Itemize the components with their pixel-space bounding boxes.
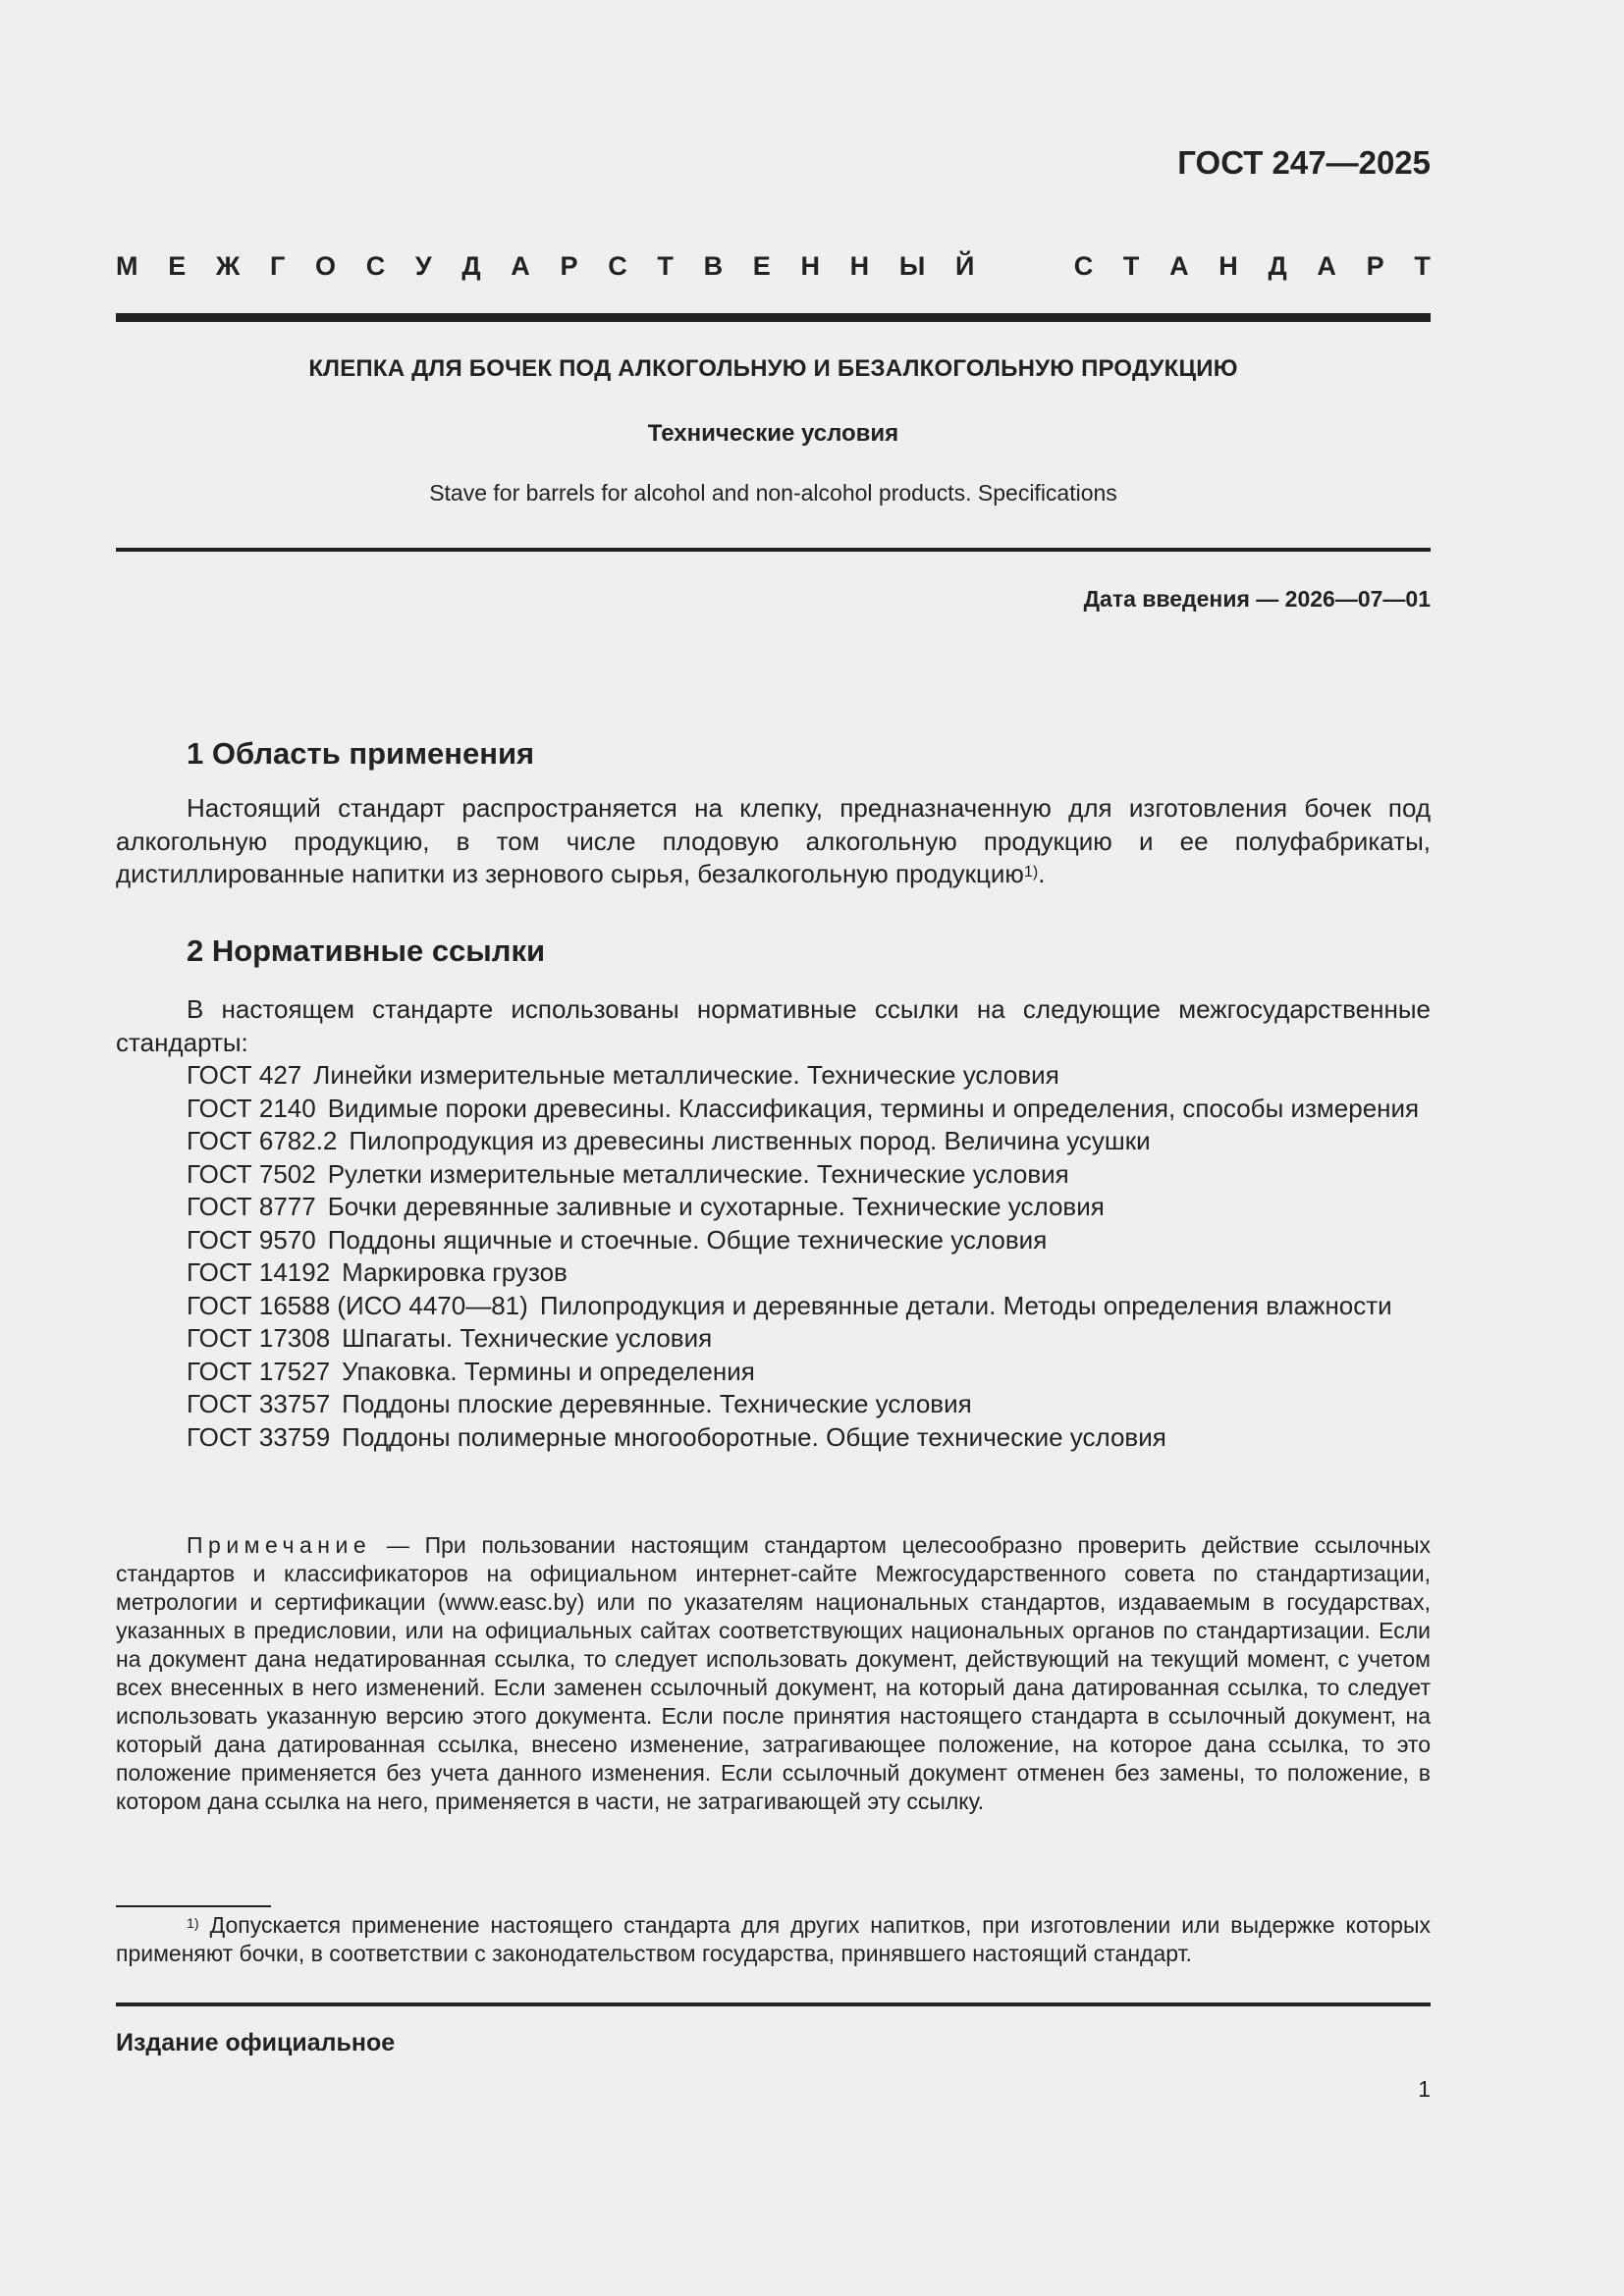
reference-code: ГОСТ 2140	[187, 1093, 316, 1123]
banner-letter: Ж	[215, 251, 241, 281]
banner-letter: Г	[269, 251, 286, 281]
reference-title: Поддоны полимерные многооборотные. Общие технические условия	[342, 1421, 1166, 1452]
references-list	[116, 1059, 1431, 1454]
reference-item	[116, 1224, 1431, 1257]
banner-letter: Н	[849, 251, 870, 281]
reference-item	[116, 1322, 1431, 1356]
banner-letter: Е	[752, 251, 771, 281]
banner-letter: М	[116, 251, 138, 281]
reference-title: Бочки деревянные заливные и сухотарные. Технические условия	[327, 1192, 1105, 1221]
reference-code: ГОСТ 427	[187, 1060, 302, 1090]
footnote-separator	[116, 1905, 271, 1907]
reference-title: Поддоны ящичные и стоечные. Общие технические условия	[327, 1224, 1048, 1255]
banner-letter: Н	[1218, 251, 1238, 281]
banner-letter: Т	[657, 251, 674, 281]
reference-code: ГОСТ 8777	[187, 1192, 316, 1221]
page-number: 1	[1418, 2076, 1431, 2102]
banner-letter: А	[1317, 251, 1336, 281]
footnote-text: Допускается применение настоящего стандарта для других напитков, при изготовлении или выдержке которых применяют бочки, в соответствии с законодательством государства, принявшего настоящий стандарт.	[116, 1912, 1431, 1966]
reference-item	[116, 1256, 1431, 1290]
reference-code: ГОСТ 9570	[187, 1224, 316, 1255]
banner-letter: С	[608, 251, 627, 281]
banner-letter: У	[414, 251, 432, 281]
reference-code: ГОСТ 33759	[187, 1421, 331, 1452]
scope-text: Настоящий стандарт распространяется на клепку, предназначенную для изготовления бочек под алкогольную продукцию, в том числе плодовую алкогольную продукцию и ее полуфабрикаты, дистиллированные напитки из зернового сырья, безалкогольную продукцию	[116, 793, 1431, 888]
banner-letter: Д	[461, 251, 481, 281]
banner-letter: С	[1073, 251, 1094, 281]
official-edition-label: Издание официальное	[116, 2029, 396, 2056]
reference-code: ГОСТ 7502	[187, 1158, 316, 1189]
english-title: Stave for barrels for alcohol and non-alcohol products. Specifications	[429, 480, 1117, 506]
reference-title: Пилопродукция и деревянные детали. Методы определения влажности	[539, 1290, 1392, 1320]
document-title: КЛЕПКА ДЛЯ БОЧЕК ПОД АЛКОГОЛЬНУЮ И БЕЗАЛКОГОЛЬНУЮ ПРОДУКЦИЮ	[308, 355, 1238, 382]
document-subtitle: Технические условия	[647, 420, 899, 447]
reference-title: Шпагаты. Технические условия	[342, 1323, 713, 1353]
footnote-marker: 1)	[1023, 863, 1039, 881]
section-2-intro	[116, 993, 1431, 1059]
reference-item	[116, 1191, 1431, 1224]
reference-item	[116, 1290, 1431, 1323]
banner-letter: Ы	[898, 251, 926, 281]
banner-letter: Е	[168, 251, 187, 281]
banner-letter: Й	[954, 251, 975, 281]
footnote-mark: 1)	[187, 1916, 199, 1933]
note-label: Примечание	[187, 1532, 372, 1558]
references-intro: В настоящем стандарте использованы нормативные ссылки на следующие межгосударственные стандарты:	[116, 994, 1431, 1057]
header-divider	[116, 313, 1431, 322]
introduction-date: Дата введения — 2026—07—01	[1083, 586, 1431, 612]
reference-title: Рулетки измерительные металлические. Технические условия	[327, 1158, 1069, 1189]
scope-text-end: .	[1038, 859, 1046, 888]
banner-word-gap	[1004, 251, 1044, 282]
reference-title: Пилопродукция из древесины лиственных пород. Величина усушки	[349, 1126, 1151, 1155]
banner-letter: С	[365, 251, 386, 281]
note-paragraph	[116, 1531, 1431, 1816]
reference-item	[116, 1158, 1431, 1192]
reference-item	[116, 1093, 1431, 1126]
banner-letter: А	[511, 251, 530, 281]
document-code: ГОСТ 247—2025	[1177, 144, 1431, 181]
reference-code: ГОСТ 6782.2	[187, 1126, 338, 1155]
footer-divider	[116, 2002, 1431, 2006]
scope-paragraph	[116, 792, 1431, 891]
banner-letter: О	[314, 251, 336, 281]
banner-letter: В	[703, 251, 724, 281]
reference-item	[116, 1059, 1431, 1093]
banner-letter: Р	[560, 251, 578, 281]
banner-letter: Н	[800, 251, 820, 281]
reference-code: ГОСТ 17527	[187, 1356, 331, 1386]
reference-title: Поддоны плоские деревянные. Технические условия	[342, 1389, 972, 1418]
section-2-heading: 2 Нормативные ссылки	[187, 934, 546, 968]
section-1-heading: 1 Область применения	[187, 736, 535, 771]
reference-code: ГОСТ 16588 (ИСО 4470—81)	[187, 1290, 528, 1320]
reference-title: Линейки измерительные металлические. Технические условия	[313, 1060, 1059, 1090]
reference-item	[116, 1125, 1431, 1158]
banner-letter: Т	[1414, 251, 1431, 281]
title-divider	[116, 548, 1431, 552]
reference-title: Упаковка. Термины и определения	[342, 1356, 755, 1386]
footnote	[116, 1911, 1431, 1968]
reference-title: Видимые пороки древесины. Классификация, термины и определения, способы измерения	[327, 1093, 1420, 1123]
banner-letter: Р	[1366, 251, 1384, 281]
interstate-standard-banner	[116, 251, 1431, 282]
banner-letter: А	[1169, 251, 1189, 281]
reference-code: ГОСТ 14192	[187, 1257, 331, 1287]
reference-code: ГОСТ 17308	[187, 1323, 331, 1353]
reference-item	[116, 1421, 1431, 1455]
reference-item	[116, 1388, 1431, 1421]
reference-item	[116, 1356, 1431, 1389]
section-1-body	[116, 792, 1431, 891]
reference-code: ГОСТ 33757	[187, 1389, 331, 1418]
banner-letter: Т	[1122, 251, 1140, 281]
reference-title: Маркировка грузов	[342, 1257, 568, 1287]
note-text: — При пользовании настоящим стандартом целесообразно проверить действие ссылочных стандартов и классификаторов на официальном интернет-сайте Межгосударственного совета по стандартизации, метрологии и сертификации (www.easc.by) или по указателям национальных стандартов, издаваемым в государствах, указанных в предисловии, или на официальных сайтах соответствующих национальных органов по стандартизации. Если на документ дана недатированная ссылка, то следует использовать документ, действующий на текущий момент, с учетом всех внесенных в него изменений. Если заменен ссылочный документ, на который дана датированная ссылка, то следует использовать указанную версию этого документа. Если после принятия настоящего стандарта в ссылочный документ, на который дана датированная ссылка, внесено изменение, затрагивающее положение, на которое дана ссылка, то это положение применяется без учета данного изменения. Если ссылочный документ отменен без замены, то положение, в котором дана ссылка на него, применяется в части, не затрагивающей эту ссылку.	[116, 1532, 1431, 1814]
banner-letter: Д	[1268, 251, 1287, 281]
